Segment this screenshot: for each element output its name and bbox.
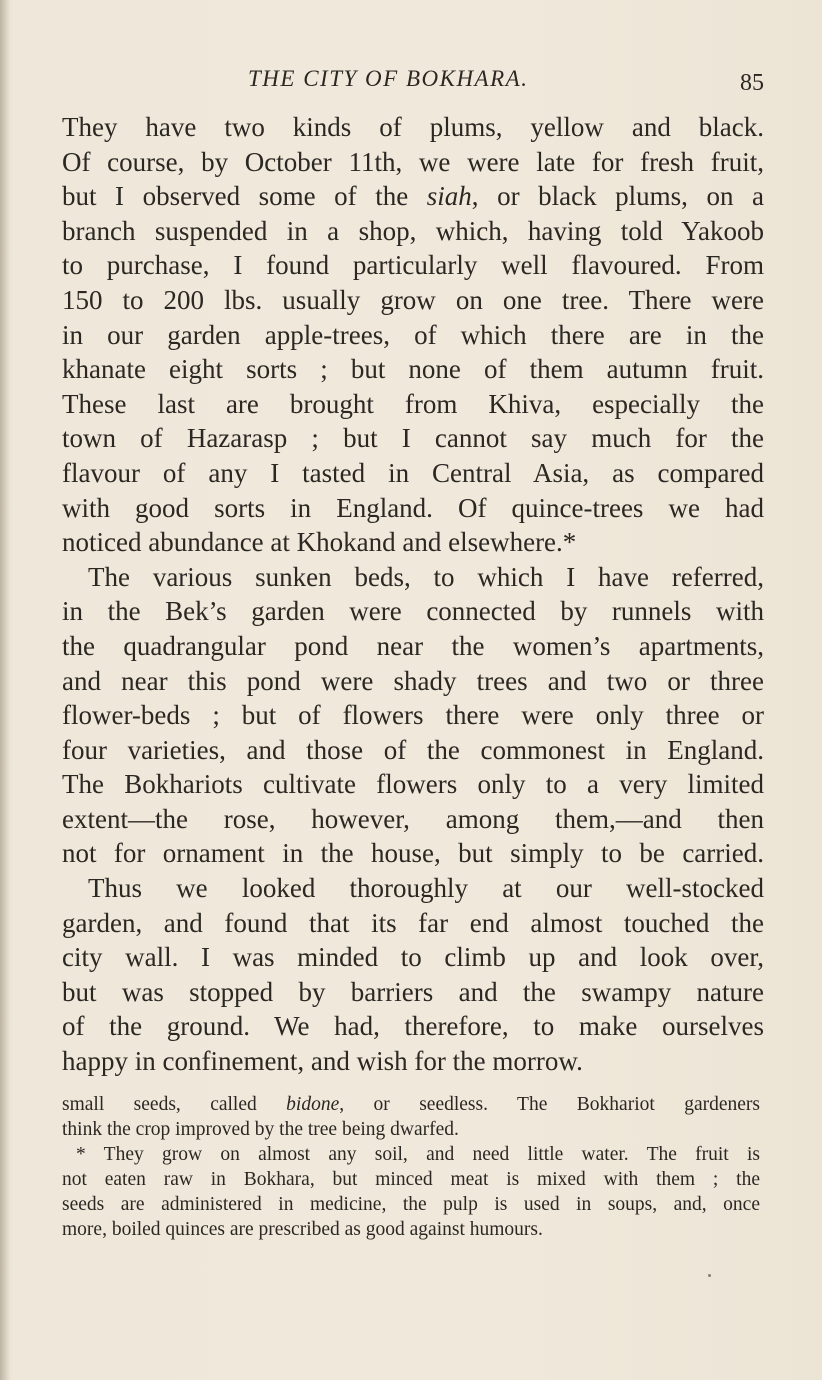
text-line: to purchase, I found particularly well flavoured. From (62, 250, 764, 281)
footnotes (62, 1092, 760, 1242)
page-header (62, 62, 764, 102)
text-line: happy in confinement, and wish for the morrow. (62, 1046, 583, 1077)
text-line: flavour of any I tasted in Central Asia, as compared (62, 457, 764, 488)
text-line: and near this pond were shady trees and two or three (62, 665, 764, 696)
text-line: with good sorts in England. Of quince-trees we had (62, 492, 764, 523)
text-line: not for ornament in the house, but simply to be carried. (62, 838, 764, 869)
text-line: branch suspended in a shop, which, having told Yakoob (62, 215, 764, 246)
text-line: of the ground. We had, therefore, to make ourselves (62, 1011, 764, 1042)
body-text (62, 110, 764, 1079)
footnote-line: small seeds, called bidone, or seedless. The Bokhariot gardeners (62, 1094, 760, 1115)
text-line: city wall. I was minded to climb up and look over, (62, 942, 764, 973)
text-line: garden, and found that its far end almost touched the (62, 907, 764, 938)
paper-speck (708, 1274, 711, 1277)
text-line: the quadrangular pond near the women’s apartments, (62, 630, 764, 661)
page-number: 85 (740, 70, 764, 96)
text-line: They have two kinds of plums, yellow and black. (62, 112, 764, 142)
gutter-shadow (0, 0, 10, 1380)
text-line: 150 to 200 lbs. usually grow on one tree. There were (62, 284, 764, 315)
text-line: Of course, by October 11th, we were late for fresh fruit, (62, 146, 764, 177)
running-title: THE CITY OF BOKHARA. (248, 66, 529, 91)
text-line: The Bokhariots cultivate flowers only to a very limited (62, 769, 764, 800)
footnote-line: think the crop improved by the tree being dwarfed. (62, 1119, 459, 1140)
text-line: Thus we looked thoroughly at our well-stocked (88, 873, 764, 904)
footnote-line: more, boiled quinces are prescribed as good against humours. (62, 1219, 543, 1240)
text-line: noticed abundance at Khokand and elsewhere.* (62, 527, 577, 558)
text-line: town of Hazarasp ; but I cannot say much for the (62, 423, 764, 454)
text-line: in our garden apple-trees, of which there are in the (62, 319, 764, 350)
text-line: four varieties, and those of the commonest in England. (62, 734, 764, 765)
text-line: but was stopped by barriers and the swampy nature (62, 976, 764, 1007)
text-line: The various sunken beds, to which I have referred, (88, 561, 764, 592)
footnote-line: seeds are administered in medicine, the pulp is used in soups, and, once (62, 1194, 760, 1215)
text-line: These last are brought from Khiva, especially the (62, 388, 764, 419)
text-line: in the Bek’s garden were connected by runnels with (62, 596, 764, 627)
footnote-line: not eaten raw in Bokhara, but minced meat is mixed with them ; the (62, 1169, 760, 1190)
italic-term: bidone (286, 1094, 340, 1115)
text-line: flower-beds ; but of flowers there were only three or (62, 700, 764, 731)
footnote-line: * They grow on almost any soil, and need little water. The fruit is (76, 1144, 760, 1165)
text-line: but I observed some of the siah, or black plums, on a (62, 181, 764, 212)
italic-term: siah (426, 181, 472, 212)
text-line: khanate eight sorts ; but none of them autumn fruit. (62, 354, 764, 385)
text-line: extent—the rose, however, among them,—and then (62, 803, 764, 834)
